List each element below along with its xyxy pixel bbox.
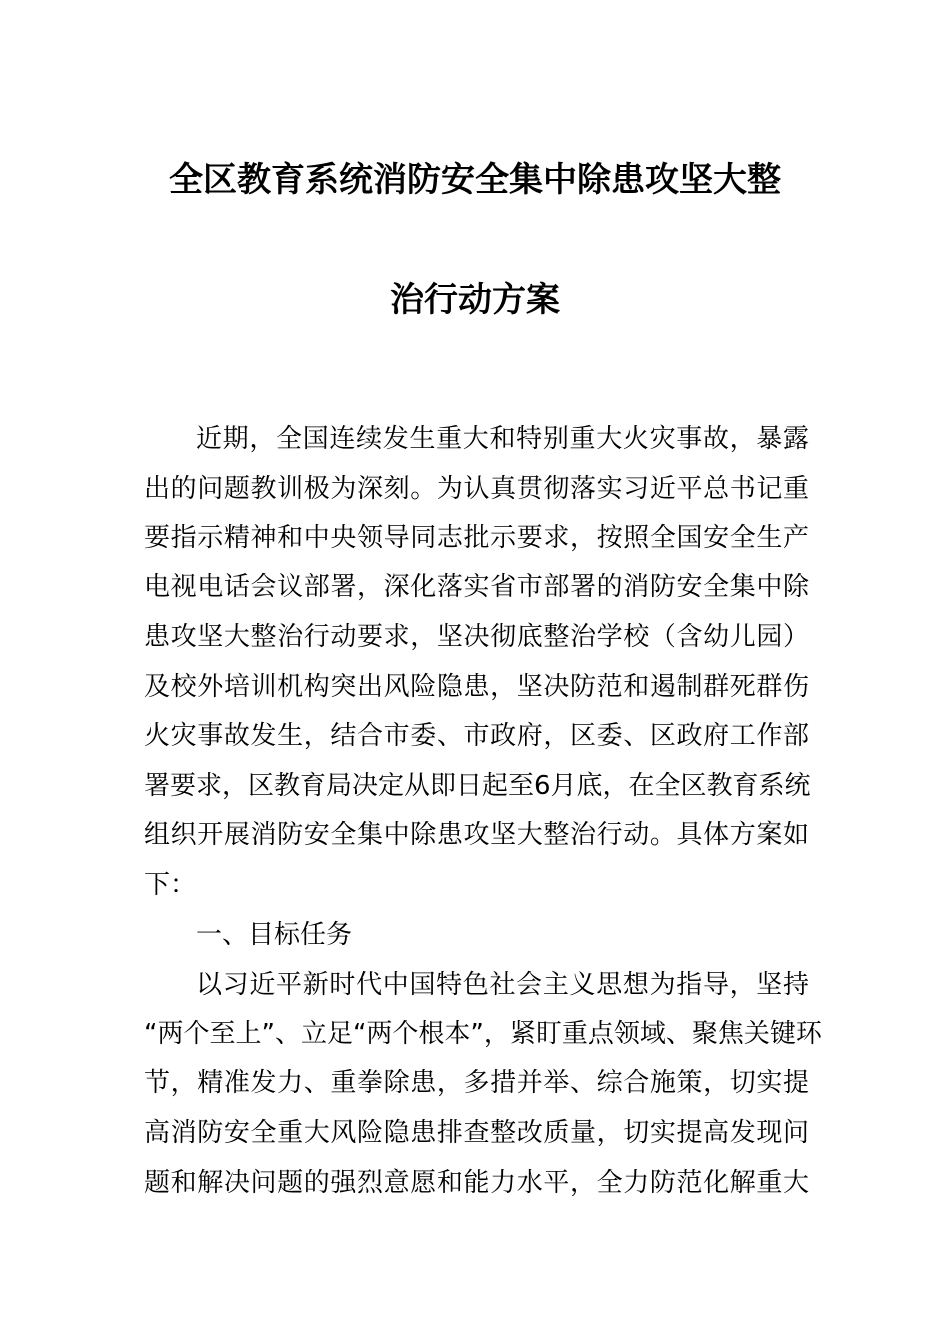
document-title-line-2: 治行动方案 bbox=[390, 280, 560, 320]
paragraph-line: 近期，全国连续发生重大和特别重大火灾事故，暴露 bbox=[196, 424, 809, 454]
paragraph-line: 下： bbox=[144, 870, 197, 900]
paragraph-line: 高消防安全重大风险隐患排查整改质量，切实提高发现问 bbox=[144, 1118, 809, 1148]
paragraph-line: 电视电话会议部署，深化落实省市部署的消防安全集中除 bbox=[144, 572, 809, 602]
paragraph-line: “两个至上”、立足“两个根本”，紧盯重点领域、聚焦关键环 bbox=[144, 1019, 822, 1049]
paragraph-line: 患攻坚大整治行动要求，坚决彻底整治学校（含幼儿园） bbox=[144, 622, 809, 652]
paragraph-line: 题和解决问题的强烈意愿和能力水平，全力防范化解重大 bbox=[144, 1168, 809, 1198]
document-title-line-1: 全区教育系统消防安全集中除患攻坚大整 bbox=[169, 160, 781, 200]
paragraph-line: 组织开展消防安全集中除患攻坚大整治行动。具体方案如 bbox=[144, 820, 809, 850]
paragraph-line: 署要求，区教育局决定从即日起至6月底，在全区教育系统 bbox=[144, 771, 811, 801]
paragraph-line: 火灾事故发生，结合市委、市政府，区委、区政府工作部 bbox=[144, 721, 809, 751]
section-heading: 一、目标任务 bbox=[196, 920, 353, 950]
paragraph-line: 出的问题教训极为深刻。为认真贯彻落实习近平总书记重 bbox=[144, 474, 809, 504]
paragraph-line: 要指示精神和中央领导同志批示要求，按照全国安全生产 bbox=[144, 523, 809, 553]
paragraph-line: 及校外培训机构突出风险隐患，坚决防范和遏制群死群伤 bbox=[144, 672, 809, 702]
paragraph-line: 节，精准发力、重拳除患，多措并举、综合施策，切实提 bbox=[144, 1068, 809, 1098]
paragraph-line: 以习近平新时代中国特色社会主义思想为指导，坚持 bbox=[196, 970, 809, 1000]
